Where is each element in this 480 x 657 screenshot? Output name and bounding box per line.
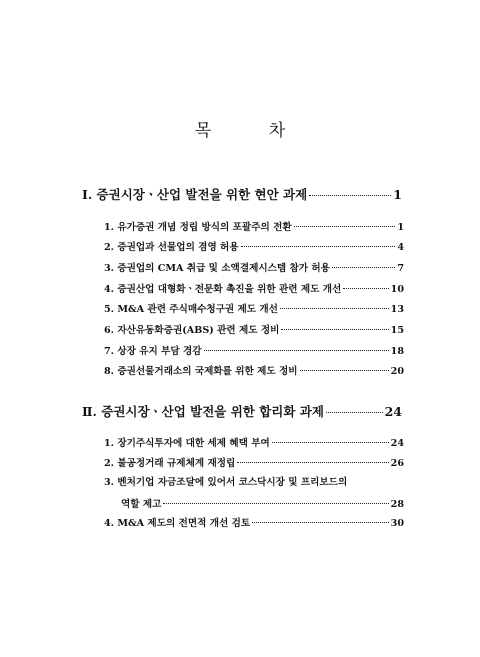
dot-leader (280, 308, 389, 309)
toc-item[interactable] (104, 260, 404, 274)
toc-item-label: 8. 증권선물거래소의 국제화를 위한 제도 정비 (104, 366, 298, 377)
dot-leader (237, 462, 388, 463)
page-number: 28 (390, 499, 404, 510)
dot-leader (241, 246, 396, 247)
dot-leader (204, 350, 389, 351)
section-heading: Ⅰ. 증권시장ㆍ산업 발전을 위한 현안 과제 (82, 187, 308, 202)
page-number: 7 (397, 263, 404, 274)
toc-item-label: 6. 자산유동화증권(ABS) 관련 제도 정비 (104, 325, 280, 336)
dot-leader (309, 195, 391, 196)
toc-item-label: 2. 증권업과 선물업의 겸영 허용 (104, 242, 239, 253)
dot-leader (281, 329, 388, 330)
dot-leader (272, 442, 389, 443)
page-number: 26 (390, 458, 404, 469)
page-number: 1 (393, 187, 402, 202)
toc-item[interactable] (104, 239, 404, 253)
dot-leader (294, 226, 396, 227)
toc-item[interactable] (104, 474, 404, 510)
dot-leader (252, 522, 389, 523)
page-number: 24 (390, 438, 404, 449)
page-number: 15 (390, 325, 404, 336)
page-number: 20 (390, 366, 404, 377)
toc-item-label: 3. 벤처기업 자금조달에 있어서 코스닥시장 및 프리보드의 (104, 477, 348, 488)
toc-item[interactable] (104, 322, 404, 336)
toc-item[interactable] (104, 281, 404, 295)
page-number: 1 (397, 222, 404, 233)
page-number: 24 (384, 404, 402, 419)
toc-item-label: 7. 상장 유지 부담 경감 (104, 346, 202, 357)
toc-item[interactable] (104, 219, 404, 233)
toc-section-1[interactable] (82, 185, 402, 203)
page-number: 13 (390, 304, 404, 315)
toc-item[interactable] (104, 301, 404, 315)
page-number: 4 (397, 242, 404, 253)
toc-item-label: 4. M&A 제도의 전면적 개선 검토 (104, 518, 251, 529)
dot-leader (332, 267, 395, 268)
section-heading: Ⅱ. 증권시장ㆍ산업 발전을 위한 합리화 과제 (82, 404, 324, 419)
page-number: 30 (390, 518, 404, 529)
dot-leader (326, 412, 383, 413)
dot-leader (300, 370, 389, 371)
toc-item-label: 4. 증권산업 대형화ㆍ전문화 촉진을 위한 관련 제도 개선 (104, 284, 342, 295)
toc-item[interactable] (104, 363, 404, 377)
toc-item[interactable] (104, 435, 404, 449)
toc-item-label: 3. 증권업의 CMA 취급 및 소액결제시스템 참가 허용 (104, 263, 330, 274)
page-title: 목 차 (194, 121, 312, 141)
toc-item[interactable] (104, 515, 404, 529)
dot-leader (343, 288, 388, 289)
toc-item-label: 1. 유가증권 개념 정립 방식의 포괄주의 전환 (104, 222, 292, 233)
toc-item-label: 1. 장기주식투자에 대한 세제 혜택 부여 (104, 438, 270, 449)
toc-item[interactable] (104, 343, 404, 357)
toc-item-label: 5. M&A 관련 주식매수청구권 제도 개선 (104, 304, 278, 315)
page-number: 10 (390, 284, 404, 295)
toc-section-2[interactable] (82, 402, 402, 420)
toc-item-label: 2. 불공정거래 규제체계 재정립 (104, 458, 236, 469)
page-number: 18 (390, 346, 404, 357)
toc-item-label-continued: 역할 제고 (121, 499, 162, 510)
toc-item[interactable] (104, 455, 404, 469)
dot-leader (163, 503, 388, 504)
